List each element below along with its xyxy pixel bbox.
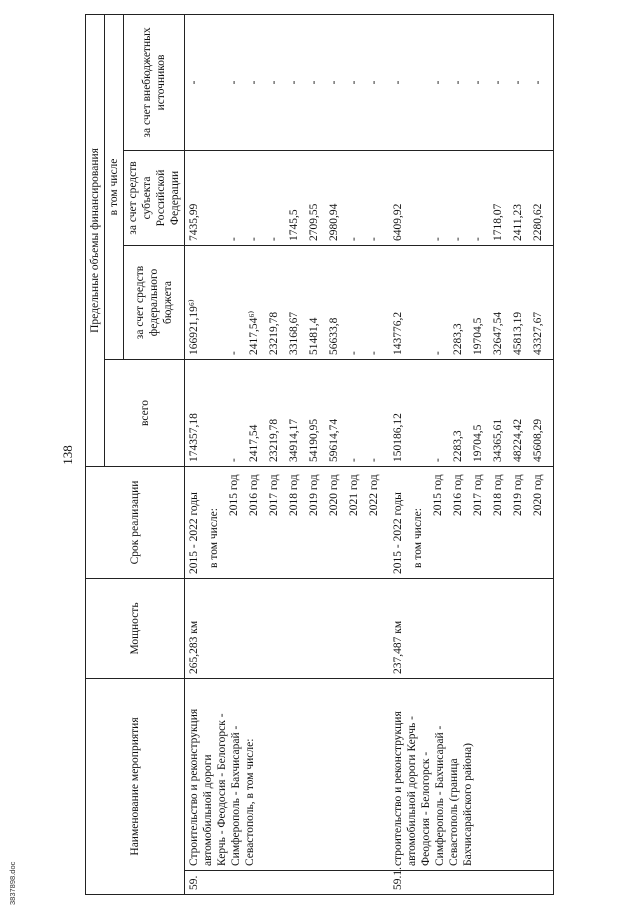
header-period: Срок реализации <box>86 466 185 578</box>
row-federal <box>389 245 554 359</box>
total-value <box>411 364 431 462</box>
period-value: в том числе: <box>208 508 221 568</box>
period-value: 2020 год <box>532 474 545 516</box>
total-value: - <box>368 458 381 462</box>
federal-value <box>411 250 431 355</box>
total-value: 48224,42 <box>512 418 525 462</box>
row-name-line: Севастополь (граница <box>448 758 461 866</box>
period-value: 2017 год <box>268 474 281 516</box>
header-financing: Предельные объемы финансирования <box>86 14 105 466</box>
federal-value <box>207 250 227 355</box>
period-value: 2021 год <box>348 474 361 516</box>
extrabudget-value: - <box>348 80 361 85</box>
regional-value: - <box>348 237 361 241</box>
federal-value: 2283,3 <box>452 323 465 355</box>
extrabudget-value: - <box>512 80 525 85</box>
regional-value: 2411,23 <box>512 204 525 241</box>
total-value: 19704,5 <box>472 424 485 462</box>
row-name <box>185 678 390 870</box>
row-name-line: строительство и реконструкция <box>392 711 405 866</box>
total-value: - <box>348 458 361 462</box>
row-name-line: Строительство и реконструкция <box>188 708 201 866</box>
row-capacity: 237,487 км <box>389 578 554 678</box>
row-regional <box>389 150 554 245</box>
header-name: Наименование мероприятия <box>86 678 185 894</box>
federal-value: - <box>368 351 381 355</box>
row-number: 59.1. <box>389 871 554 895</box>
federal-value: 19704,5 <box>472 317 485 355</box>
row-name <box>389 678 554 870</box>
federal-value: - <box>432 351 445 355</box>
total-value: 174357,18 <box>188 413 201 462</box>
regional-value: - <box>432 237 445 241</box>
period-value: в том числе: <box>412 508 425 568</box>
total-value: - <box>228 458 241 462</box>
regional-value: 2280,62 <box>532 203 545 241</box>
header-federal: за счет средств федерального бюджета <box>124 245 185 359</box>
regional-value <box>411 155 431 241</box>
period-value: 2022 год <box>368 474 381 516</box>
row-name-line: Бахчисарайского района) <box>462 743 475 866</box>
extrabudget-value: - <box>492 80 505 85</box>
row-name-line: автомобильной дороги <box>202 754 215 866</box>
period-value: 2018 год <box>492 474 505 516</box>
table-body <box>185 14 554 894</box>
row-capacity: 265,283 км <box>185 578 390 678</box>
table-header <box>86 14 185 894</box>
row-total <box>185 359 390 466</box>
period-value: 2015 - 2022 годы <box>392 492 405 574</box>
federal-value: 33168,67 <box>288 311 301 355</box>
federal-value: 56633,8 <box>328 317 341 355</box>
period-value: 2019 год <box>308 474 321 516</box>
total-value: 34914,17 <box>288 418 301 462</box>
row-name-line: автомобильной дороги Керчь - <box>406 716 419 866</box>
total-value: 45608,29 <box>532 418 545 462</box>
extrabudget-value: - <box>268 80 281 85</box>
extrabudget-value: - <box>308 80 321 85</box>
federal-value: - <box>348 351 361 355</box>
total-value: 59614,74 <box>328 418 341 462</box>
federal-value: 32647,54 <box>492 311 505 355</box>
extrabudget-value: - <box>432 80 445 85</box>
period-value: 2015 год <box>228 474 241 516</box>
regional-value: - <box>248 237 261 241</box>
period-value: 2015 - 2022 годы <box>188 492 201 574</box>
financing-table <box>85 14 554 895</box>
header-including: в том числе <box>105 14 124 359</box>
extrabudget-value <box>207 19 227 146</box>
extrabudget-value: - <box>288 80 301 85</box>
federal-value: 23219,78 <box>268 311 281 355</box>
period-value: 2015 год <box>432 474 445 516</box>
federal-value: 166921,19⁶⁾ <box>188 299 201 355</box>
extrabudget-value: - <box>228 80 241 85</box>
period-value: 2019 год <box>512 474 525 516</box>
header-total: всего <box>105 359 185 466</box>
row-name-line: Севастополь, в том числе: <box>244 738 257 866</box>
regional-value: - <box>472 237 485 241</box>
regional-value: 2980,94 <box>328 203 341 241</box>
regional-value: - <box>268 237 281 241</box>
federal-value: 43327,67 <box>532 311 545 355</box>
extrabudget-value: - <box>328 80 341 85</box>
total-value: 54190,95 <box>308 418 321 462</box>
regional-value: 1718,07 <box>492 203 505 241</box>
regional-value: - <box>368 237 381 241</box>
regional-value: 7435,99 <box>188 203 201 241</box>
period-value: 2018 год <box>288 474 301 516</box>
row-number: 59. <box>185 871 390 895</box>
row-extrabudget <box>185 14 390 150</box>
row-name-line: Симферополь - Бахчисарай - <box>434 725 447 866</box>
extrabudget-value: - <box>248 80 261 85</box>
header-capacity: Мощность <box>86 578 185 678</box>
total-value: 2417,54 <box>248 424 261 462</box>
period-value: 2016 год <box>248 474 261 516</box>
row-regional <box>185 150 390 245</box>
regional-value <box>207 155 227 241</box>
federal-value: 143776,2 <box>392 311 405 355</box>
regional-value: 1745,5 <box>288 209 301 241</box>
document-code: 3837898.doc <box>8 861 17 905</box>
extrabudget-value: - <box>472 80 485 85</box>
total-value: 150186,12 <box>392 413 405 462</box>
header-extrabudget: за счет внебюджетных источников <box>124 14 185 150</box>
row-name-line: Феодосия - Белогорск - <box>420 751 433 866</box>
period-value: 2016 год <box>452 474 465 516</box>
extrabudget-value: - <box>188 80 201 85</box>
row-federal <box>185 245 390 359</box>
row-period <box>185 466 390 578</box>
row-period <box>389 466 554 578</box>
header-regional: за счет средств субъекта Российской Федерации <box>124 150 185 245</box>
total-value <box>207 364 227 462</box>
row-name-line: Симферополь - Бахчисарай - <box>230 725 243 866</box>
federal-value: - <box>228 351 241 355</box>
period-value: 2020 год <box>328 474 341 516</box>
extrabudget-value: - <box>392 80 405 85</box>
regional-value: - <box>452 237 465 241</box>
federal-value: 2417,54⁶⁾ <box>248 310 261 355</box>
total-value: - <box>432 458 445 462</box>
regional-value: 2709,55 <box>308 203 321 241</box>
federal-value: 45813,19 <box>512 311 525 355</box>
period-value: 2017 год <box>472 474 485 516</box>
total-value: 2283,3 <box>452 430 465 462</box>
regional-value: 6409,92 <box>392 203 405 241</box>
extrabudget-value: - <box>452 80 465 85</box>
total-value: 23219,78 <box>268 418 281 462</box>
extrabudget-value: - <box>368 80 381 85</box>
total-value: 34365,61 <box>492 418 505 462</box>
row-extrabudget <box>389 14 554 150</box>
table-row <box>185 14 390 894</box>
federal-value: 51481,4 <box>308 317 321 355</box>
regional-value: - <box>228 237 241 241</box>
extrabudget-value <box>411 19 431 146</box>
table-row <box>389 14 554 894</box>
page-number: 138 <box>60 445 75 465</box>
row-total <box>389 359 554 466</box>
extrabudget-value: - <box>532 80 545 85</box>
row-name-line: Керчь - Феодосия - Белогорск - <box>216 713 229 866</box>
rotated-table-sheet <box>60 15 628 895</box>
